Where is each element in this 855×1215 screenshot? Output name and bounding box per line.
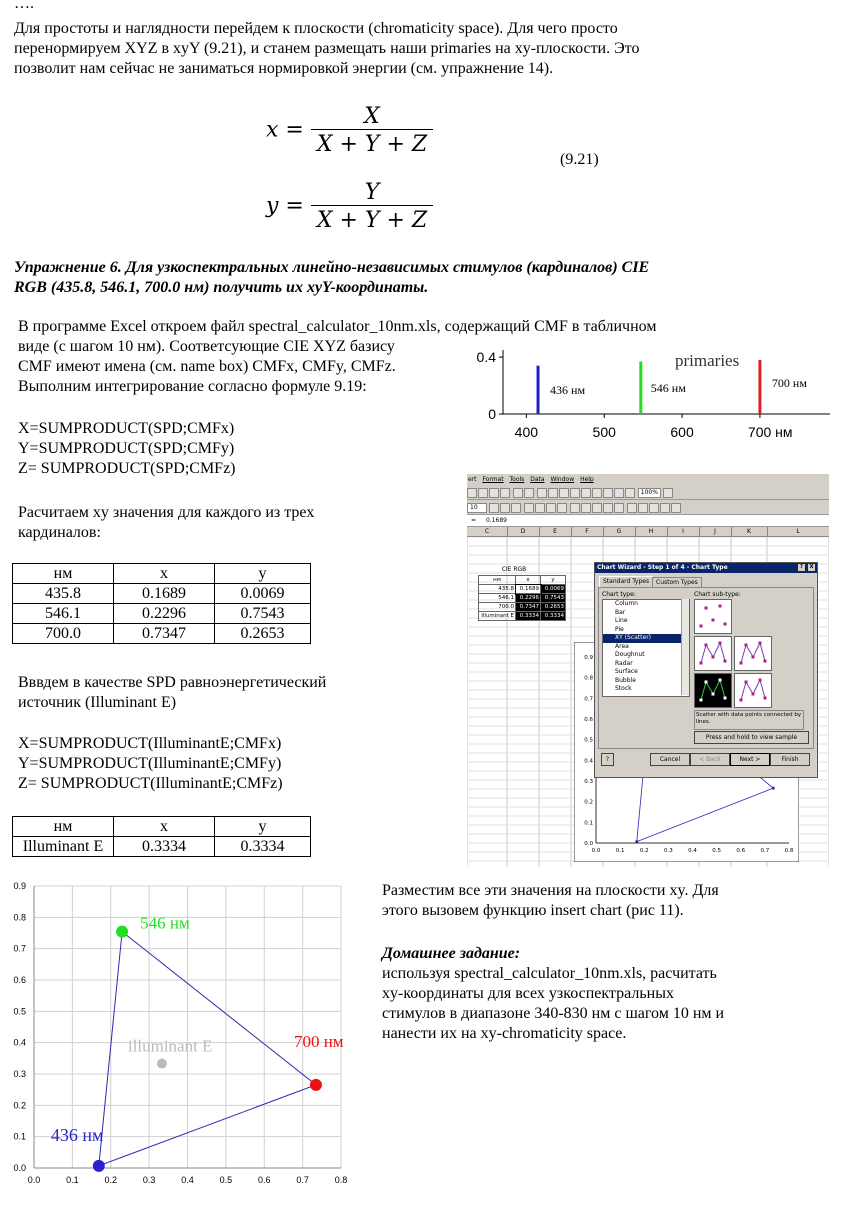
mini-y-tick-label: 0.5 (584, 737, 593, 744)
table-cell: 0.2653 (215, 624, 311, 644)
x-tick-label: 0.4 (181, 1175, 194, 1185)
y-tick-label: 0.5 (13, 1006, 26, 1017)
sheet-cell[interactable]: 546.1 (479, 594, 516, 603)
sheet-cell[interactable]: 0.2296 (516, 594, 541, 603)
back-button[interactable]: < Back (690, 753, 730, 766)
x-tick-label: 0.7 (296, 1175, 309, 1185)
table-row (13, 837, 311, 857)
place-paragraph (382, 881, 719, 921)
table-row (13, 584, 311, 604)
formula-line: Y=SUMPRODUCT(IlluminantE;CMFy) (18, 755, 282, 772)
cancel-button[interactable]: Cancel (650, 753, 690, 766)
column-header[interactable]: K (731, 527, 768, 536)
formula-x-numerator: X (364, 104, 380, 129)
underline-icon[interactable] (511, 503, 521, 513)
mini-y-tick-label: 0.8 (584, 675, 593, 682)
table-cell: 435.8 (13, 584, 114, 604)
chart-type-item[interactable]: Column (615, 600, 638, 607)
indent-icon[interactable] (627, 503, 637, 513)
calc-line: Расчитаем xy значения для каждого из трех (18, 504, 315, 521)
sheet-cell[interactable]: 0.7347 (516, 603, 541, 612)
copy-icon[interactable] (478, 488, 488, 498)
formula-line: Z= SUMPRODUCT(SPD;CMFz) (18, 460, 236, 477)
format-painter-icon[interactable] (500, 488, 510, 498)
homework-title: Домашнее задание: (382, 945, 521, 962)
mini-x-tick-label: 0.8 (784, 848, 794, 854)
excel-line: CMF имеют имена (см. name box) CMFx, CMFy, CMFz. (18, 358, 396, 375)
homework-line: нанести их на xy-chromaticity space. (382, 1025, 627, 1042)
mini-y-tick-label: 0.1 (584, 820, 593, 827)
menu-item-window[interactable]: Window (550, 476, 575, 483)
cut-icon[interactable] (467, 488, 477, 498)
y-tick-label: 0.4 (476, 349, 496, 366)
wizard-title-bar (595, 563, 817, 573)
chart-subtype-tile[interactable] (694, 636, 732, 671)
font-color-icon[interactable] (671, 503, 681, 513)
primaries-chart (470, 342, 840, 444)
x-tick-label: 0.0 (27, 1175, 41, 1185)
subtype-marker (764, 660, 767, 663)
column-header[interactable]: L (767, 527, 829, 536)
subtype-marker (724, 623, 727, 626)
mini-x-tick-label: 0.6 (736, 848, 746, 854)
primary-bar-label: 436 нм (550, 383, 586, 397)
chart-type-item[interactable]: Bubble (615, 676, 636, 684)
mini-x-tick-label: 0.1 (615, 848, 625, 854)
sort-asc-icon[interactable] (581, 488, 591, 498)
press-hold-sample-button[interactable]: Press and hold to view sample (694, 731, 809, 744)
drawing-icon[interactable] (625, 488, 635, 498)
formula-x-lhs: x = (266, 117, 304, 143)
sheet-header-row (479, 576, 566, 585)
column-header[interactable]: C (467, 527, 508, 536)
percent-icon[interactable] (581, 503, 591, 513)
align-right-icon[interactable] (546, 503, 556, 513)
chart-title: primaries (675, 351, 740, 370)
mini-x-tick-label: 0.7 (760, 848, 770, 854)
scatter-subtype-icon (695, 637, 731, 670)
x-tick-label: 500 (592, 424, 616, 440)
column-headers (467, 527, 829, 537)
chromaticity-scatter-chart (0, 873, 362, 1195)
mini-y-tick-label: 0.4 (584, 758, 593, 765)
chart-type-item[interactable]: Area (615, 642, 629, 650)
intro-paragraph (14, 19, 639, 79)
chart-type-list[interactable] (602, 599, 690, 697)
subtype-marker (724, 660, 727, 663)
menu-item-help[interactable]: Help (580, 476, 594, 483)
data-point-label: 436 нм (50, 1124, 104, 1145)
excel-line: виде (с шагом 10 нм). Соответсующие CIE XYZ базису (18, 338, 395, 355)
undo-icon[interactable] (513, 488, 523, 498)
table-header: нм (13, 564, 114, 584)
chart-wizard-icon[interactable] (603, 488, 613, 498)
currency-icon[interactable] (570, 503, 580, 513)
wizard-close-button[interactable]: X (809, 564, 814, 570)
sumproduct-block-2 (18, 734, 283, 794)
chart-subtype-tile[interactable] (734, 636, 772, 671)
table-cell: 700.0 (13, 624, 114, 644)
subtype-marker (719, 605, 722, 608)
subtype-marker (759, 679, 762, 682)
formula-y-denominator: X + Y + Z (311, 205, 433, 233)
subtype-marker (700, 662, 703, 665)
table-cell: 0.0069 (215, 584, 311, 604)
menu-item[interactable]: ert (468, 476, 477, 483)
chart-type-label: Chart type: (602, 591, 636, 598)
subtype-marker (700, 625, 703, 628)
chart-wizard-dialog (594, 562, 818, 778)
outdent-icon[interactable] (638, 503, 648, 513)
mini-data-point (635, 840, 638, 843)
y-tick-label: 0.7 (13, 943, 26, 954)
chart-type-item[interactable]: Pie (615, 625, 624, 633)
y-tick-label: 0.9 (13, 881, 26, 891)
data-point (116, 926, 128, 938)
table-cell: Illuminant E (13, 837, 114, 857)
y-tick-label: 0.3 (13, 1069, 26, 1079)
data-point (93, 1160, 105, 1172)
subtype-description: Scatter with data points connected by lines. (694, 710, 804, 730)
chart-subtype-tile[interactable] (734, 673, 772, 708)
exercise-line: RGB (435.8, 546.1, 700.0 нм) получить их xyY-координаты. (14, 279, 429, 296)
y-tick-label: 0.2 (13, 1100, 26, 1111)
table-header-row (13, 564, 311, 584)
align-left-icon[interactable] (524, 503, 534, 513)
wizard-help-button[interactable]: ? (798, 564, 805, 571)
mini-x-tick-label: 0.0 (591, 848, 601, 854)
illuminant-line: источник (Illuminant E) (18, 694, 177, 711)
cardinals-table (12, 563, 311, 644)
x-tick-label: 600 (670, 424, 694, 440)
column-header[interactable]: F (571, 527, 604, 536)
primary-bar-label: 700 нм (771, 376, 807, 390)
table-header: x (114, 817, 215, 837)
hyperlink-icon[interactable] (537, 488, 547, 498)
illuminant-line: Вввдем в качестве SPD равноэнергетический (18, 674, 327, 691)
sheet-header: нм (479, 576, 516, 585)
place-line: этого вызовем функцию insert chart (рис 11). (382, 902, 684, 919)
y-tick-label: 0.8 (13, 912, 26, 923)
ellipsis: …. (14, 0, 34, 12)
subtype-marker (752, 656, 755, 659)
mini-y-tick-label: 0.6 (584, 717, 593, 723)
mini-x-tick-label: 0.2 (639, 848, 649, 854)
x-tick-label: 0.1 (66, 1175, 79, 1185)
map-icon[interactable] (614, 488, 624, 498)
euro-icon[interactable] (548, 488, 558, 498)
wizard-title: Chart Wizard - Step 1 of 4 - Chart Type (597, 564, 728, 571)
tab-custom-types[interactable]: Custom Types (652, 577, 702, 587)
scatter-subtype-icon (695, 674, 731, 707)
column-header[interactable]: I (667, 527, 700, 536)
table-row (13, 604, 311, 624)
chart-type-item[interactable]: Radar (615, 659, 633, 667)
homework-line: используя spectral_calculator_10nm.xls, расчитать (382, 965, 717, 982)
autosum-icon[interactable] (559, 488, 569, 498)
align-center-icon[interactable] (535, 503, 545, 513)
subtype-marker (712, 693, 715, 696)
x-tick-label: 0.8 (334, 1175, 348, 1185)
chart-subtype-tile[interactable] (694, 673, 732, 708)
formatting-toolbar (467, 500, 829, 515)
formula-x-fraction (311, 104, 433, 157)
table-header: нм (13, 817, 114, 837)
sheet-cell[interactable]: 700.0 (479, 603, 516, 612)
sheet-cell[interactable]: 0.1689 (516, 585, 541, 594)
formula-line: X=SUMPRODUCT(SPD;CMFx) (18, 420, 235, 437)
chart-type-scrollbar[interactable] (681, 599, 689, 695)
subtype-marker (759, 642, 762, 645)
y-tick-label: 0.0 (13, 1163, 26, 1173)
x-tick-label: 0.2 (104, 1175, 118, 1185)
sheet-row (479, 594, 566, 603)
excel-line: Выполним интегрирование согласно формуле 9.19: (18, 378, 367, 395)
sheet-cell[interactable]: 0.3334 (541, 612, 566, 621)
sheet-title: CIE RGB (501, 566, 527, 573)
chart-type-item[interactable]: Line (615, 617, 628, 624)
subtype-marker (745, 644, 748, 647)
sheet-cell[interactable]: 0.3334 (516, 612, 541, 621)
y-tick-label: 0.6 (13, 975, 26, 985)
standard-toolbar (467, 485, 829, 500)
scatter-subtype-icon (735, 674, 771, 707)
mini-y-tick-label: 0.0 (584, 841, 593, 847)
intro-line: позволит нам сейчас не заниматься нормировкой энергии (см. упражнение 14). (14, 60, 554, 77)
mini-y-tick-label: 0.9 (584, 655, 593, 661)
fill-color-icon[interactable] (660, 503, 670, 513)
subtype-marker (740, 662, 743, 665)
calc-line: кардиналов: (18, 524, 101, 541)
subtype-marker (764, 697, 767, 700)
tab-standard-types[interactable]: Standard Types (599, 576, 653, 587)
sheet-cell[interactable]: 0.7543 (541, 594, 566, 603)
sheet-data-table (478, 575, 566, 621)
x-tick-label: 0.5 (219, 1175, 233, 1185)
formula-bar-value[interactable]: 0.1689 (485, 517, 507, 524)
x-tick-label: 400 (514, 424, 539, 440)
formula-x-denominator: X + Y + Z (311, 129, 433, 157)
sheet-header: y (541, 576, 566, 585)
subtype-marker (705, 681, 708, 684)
homework-line: стимулов в диапазоне 340-830 нм с шагом 10 нм и (382, 1005, 725, 1022)
subtype-marker (724, 697, 727, 700)
menu-item-tools[interactable]: Tools (509, 476, 525, 483)
paste-icon[interactable] (489, 488, 499, 498)
mini-x-tick-label: 0.4 (688, 848, 697, 854)
chart-type-item[interactable]: Stock (615, 685, 632, 692)
intro-line: Для простоты и наглядности перейдем к плоскости (chromaticity space). Для чего просто (14, 20, 618, 37)
menu-item-data[interactable]: Data (530, 476, 545, 483)
table-cell: 0.3334 (114, 837, 215, 857)
sheet-row (479, 585, 566, 594)
subtype-marker (712, 619, 715, 622)
illuminant-paragraph (18, 673, 326, 713)
y-tick-label: 0.1 (13, 1131, 26, 1142)
data-point (157, 1059, 167, 1069)
table-header: y (215, 564, 311, 584)
mini-x-tick-label: 0.3 (664, 848, 673, 854)
finish-button[interactable]: Finish (770, 753, 810, 766)
subtype-marker (719, 679, 722, 682)
calc-paragraph (18, 503, 314, 543)
chart-type-item[interactable]: XY (Scatter) (603, 634, 689, 643)
sheet-cell[interactable]: Illuminant E (479, 612, 516, 621)
office-assistant-button[interactable]: ? (601, 753, 614, 766)
sheet-cell[interactable]: 435.8 (479, 585, 516, 594)
scatter-subtype-icon (735, 637, 771, 670)
table-cell: 546.1 (13, 604, 114, 624)
menu-item-format[interactable]: Format (482, 476, 504, 483)
column-header[interactable]: D (507, 527, 540, 536)
column-header[interactable]: G (603, 527, 636, 536)
table-header-row (13, 817, 311, 837)
zoom-select[interactable]: 100% (638, 488, 661, 498)
homework (382, 944, 724, 1044)
table-cell: 0.3334 (215, 837, 311, 857)
subtype-marker (745, 681, 748, 684)
table-cell: 0.7347 (114, 624, 215, 644)
formula-y-lhs: y = (266, 193, 304, 219)
sheet-header: x (516, 576, 541, 585)
increase-decimal-icon[interactable] (603, 503, 613, 513)
cancel-formula-icon[interactable]: = (471, 517, 477, 524)
borders-icon[interactable] (649, 503, 659, 513)
comma-icon[interactable] (592, 503, 602, 513)
column-header[interactable]: H (635, 527, 668, 536)
homework-line: xy-координаты для всех узкоспектральных (382, 985, 674, 1002)
data-point-label: 700 нм (293, 1031, 344, 1051)
column-header[interactable]: E (539, 527, 572, 536)
chart-type-item[interactable]: Bar (615, 608, 626, 616)
formula-y-fraction (311, 180, 433, 233)
mini-y-tick-label: 0.7 (584, 696, 593, 703)
mini-data-point (772, 787, 775, 790)
formula-bar (467, 515, 829, 527)
illuminant-table (12, 816, 311, 857)
x-tick-label: 0.3 (142, 1175, 156, 1185)
table-cell: 0.2296 (114, 604, 215, 624)
subtype-marker (752, 693, 755, 696)
data-point-label: 546 нм (140, 913, 190, 933)
sort-desc-icon[interactable] (592, 488, 602, 498)
subtype-marker (705, 607, 708, 610)
function-icon[interactable] (570, 488, 580, 498)
subtype-marker (740, 699, 743, 702)
subtype-marker (719, 642, 722, 645)
formula-number: (9.21) (560, 151, 599, 168)
decrease-decimal-icon[interactable] (614, 503, 624, 513)
chart-type-item[interactable]: Surface (615, 668, 638, 675)
exercise-line: Упражнение 6. Для узкоспектральных линейно-независимых стимулов (кардиналов) CIE (14, 259, 650, 276)
intro-line: перенормируем XYZ в xyY (9.21), и станем размещать наши primaries на xy-плоскости. Это (14, 40, 640, 57)
y-tick-label: 0 (488, 406, 496, 422)
x-tick-label: 700 нм (747, 424, 793, 440)
exercise-heading (14, 258, 649, 298)
mini-y-tick-label: 0.3 (584, 779, 593, 785)
subtype-marker (712, 656, 715, 659)
formula-x (266, 104, 433, 157)
mini-y-tick-label: 0.2 (584, 799, 593, 806)
x-tick-label: 0.6 (257, 1175, 271, 1185)
sheet-row (479, 612, 566, 621)
next-button[interactable]: Next > (730, 753, 770, 766)
formula-line: X=SUMPRODUCT(IlluminantE;CMFx) (18, 735, 282, 752)
sheet-row (479, 603, 566, 612)
sheet-cell[interactable]: 0.2653 (541, 603, 566, 612)
subtype-marker (700, 699, 703, 702)
y-tick-label: 0.4 (13, 1037, 26, 1048)
help-icon[interactable] (663, 488, 673, 498)
chart-subtype-tile[interactable] (694, 599, 732, 634)
excel-screenshot (467, 474, 829, 867)
table-header: x (114, 564, 215, 584)
font-size-select[interactable]: 10 (467, 503, 487, 513)
data-point-label: illuminant E (127, 1036, 213, 1056)
sheet-cell[interactable]: 0.0069 (541, 585, 566, 594)
table-cell: 0.1689 (114, 584, 215, 604)
bold-icon[interactable] (489, 503, 499, 513)
italic-icon[interactable] (500, 503, 510, 513)
subtype-marker (705, 644, 708, 647)
formula-line: Z= SUMPRODUCT(IlluminantE;CMFz) (18, 775, 283, 792)
mini-x-tick-label: 0.5 (712, 848, 721, 854)
chart-subtype-label: Chart sub-type: (694, 591, 741, 598)
place-line: Разместим все эти значения на плоскости xy. Для (382, 882, 719, 899)
excel-line: В программе Excel откроем файл spectral_calculator_10nm.xls, содержащий CMF в табличном (18, 318, 657, 335)
formula-y-numerator: Y (364, 180, 380, 205)
merge-icon[interactable] (557, 503, 567, 513)
scatter-subtype-icon (695, 600, 731, 633)
redo-icon[interactable] (524, 488, 534, 498)
chart-subtype-grid[interactable] (694, 599, 774, 709)
table-cell: 0.7543 (215, 604, 311, 624)
column-header[interactable]: J (699, 527, 732, 536)
chart-type-item[interactable]: Doughnut (615, 651, 645, 658)
table-row (13, 624, 311, 644)
primary-bar-label: 546 нм (650, 381, 686, 395)
formula-y (266, 180, 433, 233)
table-header: y (215, 817, 311, 837)
data-point (310, 1079, 322, 1091)
sumproduct-block-1 (18, 419, 236, 479)
formula-line: Y=SUMPRODUCT(SPD;CMFy) (18, 440, 235, 457)
